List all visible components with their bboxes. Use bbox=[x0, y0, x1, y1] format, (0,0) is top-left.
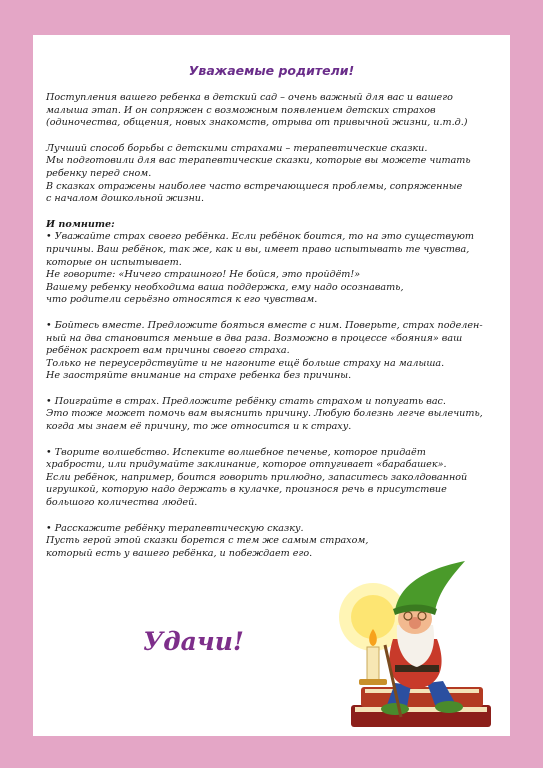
gnome-illustration bbox=[315, 555, 510, 736]
intro-paragraph bbox=[46, 92, 506, 130]
remember-heading: И помните: bbox=[46, 218, 115, 230]
closing-wish: Удачи! bbox=[143, 627, 244, 656]
text-line: игрушкой, которую надо держать в кулачке, произнося речь в присутствие bbox=[46, 484, 447, 496]
gnome-boot-right bbox=[435, 701, 463, 713]
text-line: Не говорите: «Ничего страшного! Не бойся, это пройдёт!» bbox=[46, 269, 361, 281]
text-line: Вашему ребенку необходима ваша поддержка, ему надо осознавать, bbox=[46, 281, 404, 293]
text-line: Поступления вашего ребенка в детский сад – очень важный для вас и вашего bbox=[46, 92, 453, 103]
text-line: • Творите волшебство. Испеките волшебное печенье, которое придаёт bbox=[46, 446, 426, 458]
candle-holder bbox=[359, 679, 387, 685]
tip-2-paragraph bbox=[46, 320, 506, 383]
text-line: ребёнок раскроет вам причины своего страха. bbox=[46, 345, 290, 357]
text-line: Только не переусердствуйте и не нагоните ещё больше страху на малыша. bbox=[46, 357, 445, 369]
text-line: Пусть герой этой сказки борется с тем же самым страхом, bbox=[46, 535, 369, 547]
text-line: Если ребёнок, например, боится говорить прилюдно, запаситесь заколдованной bbox=[46, 471, 468, 483]
tip-4-paragraph bbox=[46, 447, 506, 510]
text-line: • Бойтесь вместе. Предложите бояться вместе с ним. Поверьте, страх поделен- bbox=[46, 319, 483, 331]
text-line: • Уважайте страх своего ребёнка. Если ребёнок боится, то на это существуют bbox=[46, 231, 475, 243]
text-line: малыша этап. И он сопряжен с возможным появлением детских страхов bbox=[46, 104, 436, 116]
book-bottom-pages bbox=[355, 707, 487, 712]
text-line: когда мы знаем её причину, то же относится и к страху. bbox=[46, 421, 352, 433]
text-line: Лучший способ борьбы с детскими страхами – терапевтические сказки. bbox=[46, 142, 428, 154]
text-line: что родители серьёзно относятся к его чувствам. bbox=[46, 294, 318, 306]
tip-1-paragraph bbox=[46, 219, 506, 307]
letter-sheet bbox=[33, 35, 510, 736]
book-top-pages bbox=[365, 689, 479, 693]
page-title: Уважаемые родители! bbox=[188, 63, 355, 78]
text-line: В сказках отражены наиболее часто встречающиеся проблемы, сопряженные bbox=[46, 180, 463, 192]
letter-body bbox=[46, 92, 506, 573]
text-line: ребенку перед сном. bbox=[46, 167, 152, 179]
method-paragraph bbox=[46, 143, 506, 206]
text-line: большого количества людей. bbox=[46, 497, 198, 509]
gnome-hat bbox=[395, 561, 465, 611]
candle bbox=[367, 647, 379, 681]
text-line: которые он испытывает. bbox=[46, 256, 182, 268]
text-line: • Расскажите ребёнку терапевтическую сказку. bbox=[46, 522, 304, 534]
text-line: Это тоже может помочь вам выяснить причину. Любую болезнь легче вылечить, bbox=[46, 408, 483, 420]
text-line: • Поиграйте в страх. Предложите ребёнку стать страхом и попугать вас. bbox=[46, 395, 446, 407]
text-line: Мы подготовили для вас терапевтические сказки, которые вы можете читать bbox=[46, 155, 471, 167]
tip-3-paragraph bbox=[46, 396, 506, 434]
text-line: который есть у вашего ребёнка, и побеждает его. bbox=[46, 547, 313, 559]
text-line: ный на два становится меньше в два раза. Возможно в процессе «бояния» ваш bbox=[46, 332, 463, 344]
text-line: (одиночества, общения, новых знакомств, отрыва от привычной жизни, и.т.д.) bbox=[46, 117, 468, 129]
text-line: причины. Ваш ребёнок, так же, как и вы, имеет право испытывать те чувства, bbox=[46, 243, 470, 255]
text-line: с началом дошкольной жизни. bbox=[46, 193, 205, 205]
gnome-boot-left bbox=[381, 703, 409, 715]
text-line: храбрости, или придумайте заклинание, которое отпугивает «барабашек». bbox=[46, 459, 447, 471]
text-line: Не заостряйте внимание на страхе ребенка без причины. bbox=[46, 370, 352, 382]
